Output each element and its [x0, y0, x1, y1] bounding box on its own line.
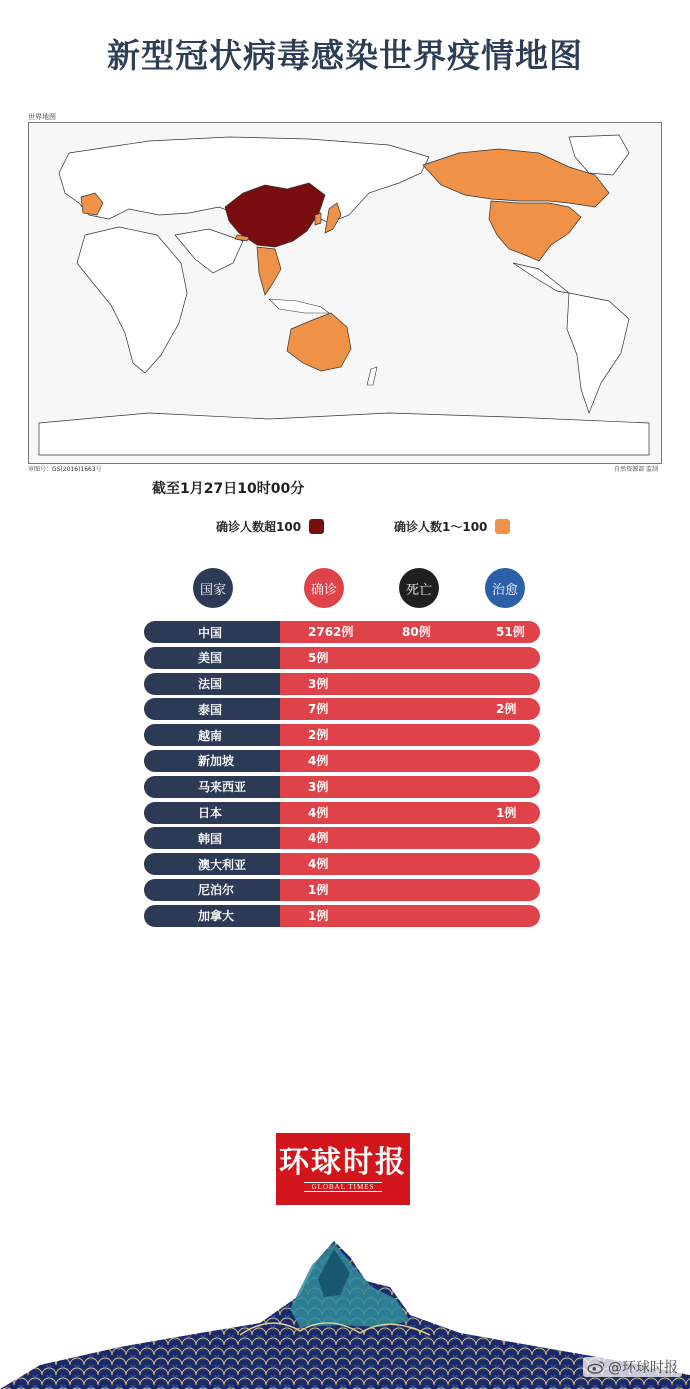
cured-cell: 51例: [496, 625, 525, 639]
country-cell: 新加坡: [144, 750, 280, 772]
table-row: [144, 698, 540, 720]
map-label: 世界地图: [28, 113, 56, 121]
table-row: [144, 750, 540, 772]
confirmed-cell: 1例: [308, 882, 329, 897]
table-row: [144, 724, 540, 746]
legend-1-to-100: [394, 518, 510, 535]
confirmed-cell: 3例: [308, 779, 329, 794]
global-times-logo: [276, 1133, 410, 1205]
cured-cell: 1例: [496, 805, 517, 820]
confirmed-cell: 4例: [308, 857, 329, 872]
table-row: [144, 853, 540, 875]
confirmed-cell: 3例: [308, 676, 329, 691]
country-cell: 尼泊尔: [144, 879, 280, 901]
region-greenland: [569, 135, 629, 175]
weibo-watermark: [583, 1357, 682, 1377]
confirmed-cell: 5例: [308, 650, 329, 665]
country-cell: 法国: [144, 673, 280, 695]
region-southeast-asia: [257, 247, 281, 295]
table-row: [144, 905, 540, 927]
legend-1-to-100-swatch: [495, 519, 510, 534]
logo-cn-text: 环球时报: [279, 1145, 407, 1180]
confirmed-cell: 4例: [308, 805, 329, 820]
country-cell: 澳大利亚: [144, 853, 280, 875]
header-cured: 治愈: [485, 568, 525, 608]
region-usa: [489, 201, 581, 261]
table-row: [144, 827, 540, 849]
legend-over-100: [216, 518, 324, 535]
confirmed-cell: 4例: [308, 831, 329, 846]
region-middle-east: [175, 229, 243, 273]
world-map: [24, 112, 664, 472]
country-cell: 韩国: [144, 827, 280, 849]
country-cell: 越南: [144, 724, 280, 746]
region-south-america: [567, 293, 629, 413]
weibo-icon: [587, 1360, 605, 1374]
region-central-america: [513, 263, 569, 293]
table-row: [144, 776, 540, 798]
legend-over-100-label: 确诊人数超100: [216, 520, 302, 534]
watermark-text: @环球时报: [608, 1360, 678, 1376]
confirmed-cell: 1例: [308, 908, 329, 923]
page-title: 新型冠状病毒感染世界疫情地图: [107, 36, 583, 75]
header-deaths: 死亡: [399, 568, 439, 608]
map-frame: [28, 122, 662, 464]
confirmed-cell: 2例: [308, 728, 329, 743]
legend-1-to-100-label: 确诊人数1～100: [394, 520, 488, 534]
country-cell: 泰国: [144, 698, 280, 720]
table-row: [144, 802, 540, 824]
country-cell: 马来西亚: [144, 776, 280, 798]
confirmed-cell: 7例: [308, 702, 329, 717]
case-table: [144, 621, 540, 931]
cured-cell: 2例: [496, 702, 517, 717]
legend-over-100-swatch: [309, 519, 324, 534]
table-row: [144, 621, 540, 643]
country-cell: 加拿大: [144, 905, 280, 927]
region-indonesia: [269, 299, 329, 313]
region-new-zealand: [367, 367, 377, 385]
region-korea: [315, 213, 321, 225]
map-source: 自然资源部 监制: [614, 466, 658, 473]
region-antarctica: [39, 413, 649, 455]
region-africa: [77, 227, 187, 373]
table-row: [144, 673, 540, 695]
table-row: [144, 879, 540, 901]
map-svg: [29, 123, 661, 463]
as-of-time: 截至1月27日10时00分: [152, 481, 305, 497]
header-confirmed: 确诊: [304, 568, 344, 608]
region-australia: [287, 313, 351, 371]
logo-en-text: GLOBAL TIMES: [304, 1182, 383, 1192]
confirmed-cell: 4例: [308, 753, 329, 768]
header-country: 国家: [193, 568, 233, 608]
deaths-cell: 80例: [402, 625, 431, 639]
country-cell: 日本: [144, 802, 280, 824]
table-row: [144, 647, 540, 669]
country-cell: 中国: [144, 621, 280, 643]
map-approval-number: 审图号：GS(2016)1663号: [28, 466, 102, 473]
country-cell: 美国: [144, 647, 280, 669]
confirmed-cell: 2762例: [308, 625, 354, 639]
